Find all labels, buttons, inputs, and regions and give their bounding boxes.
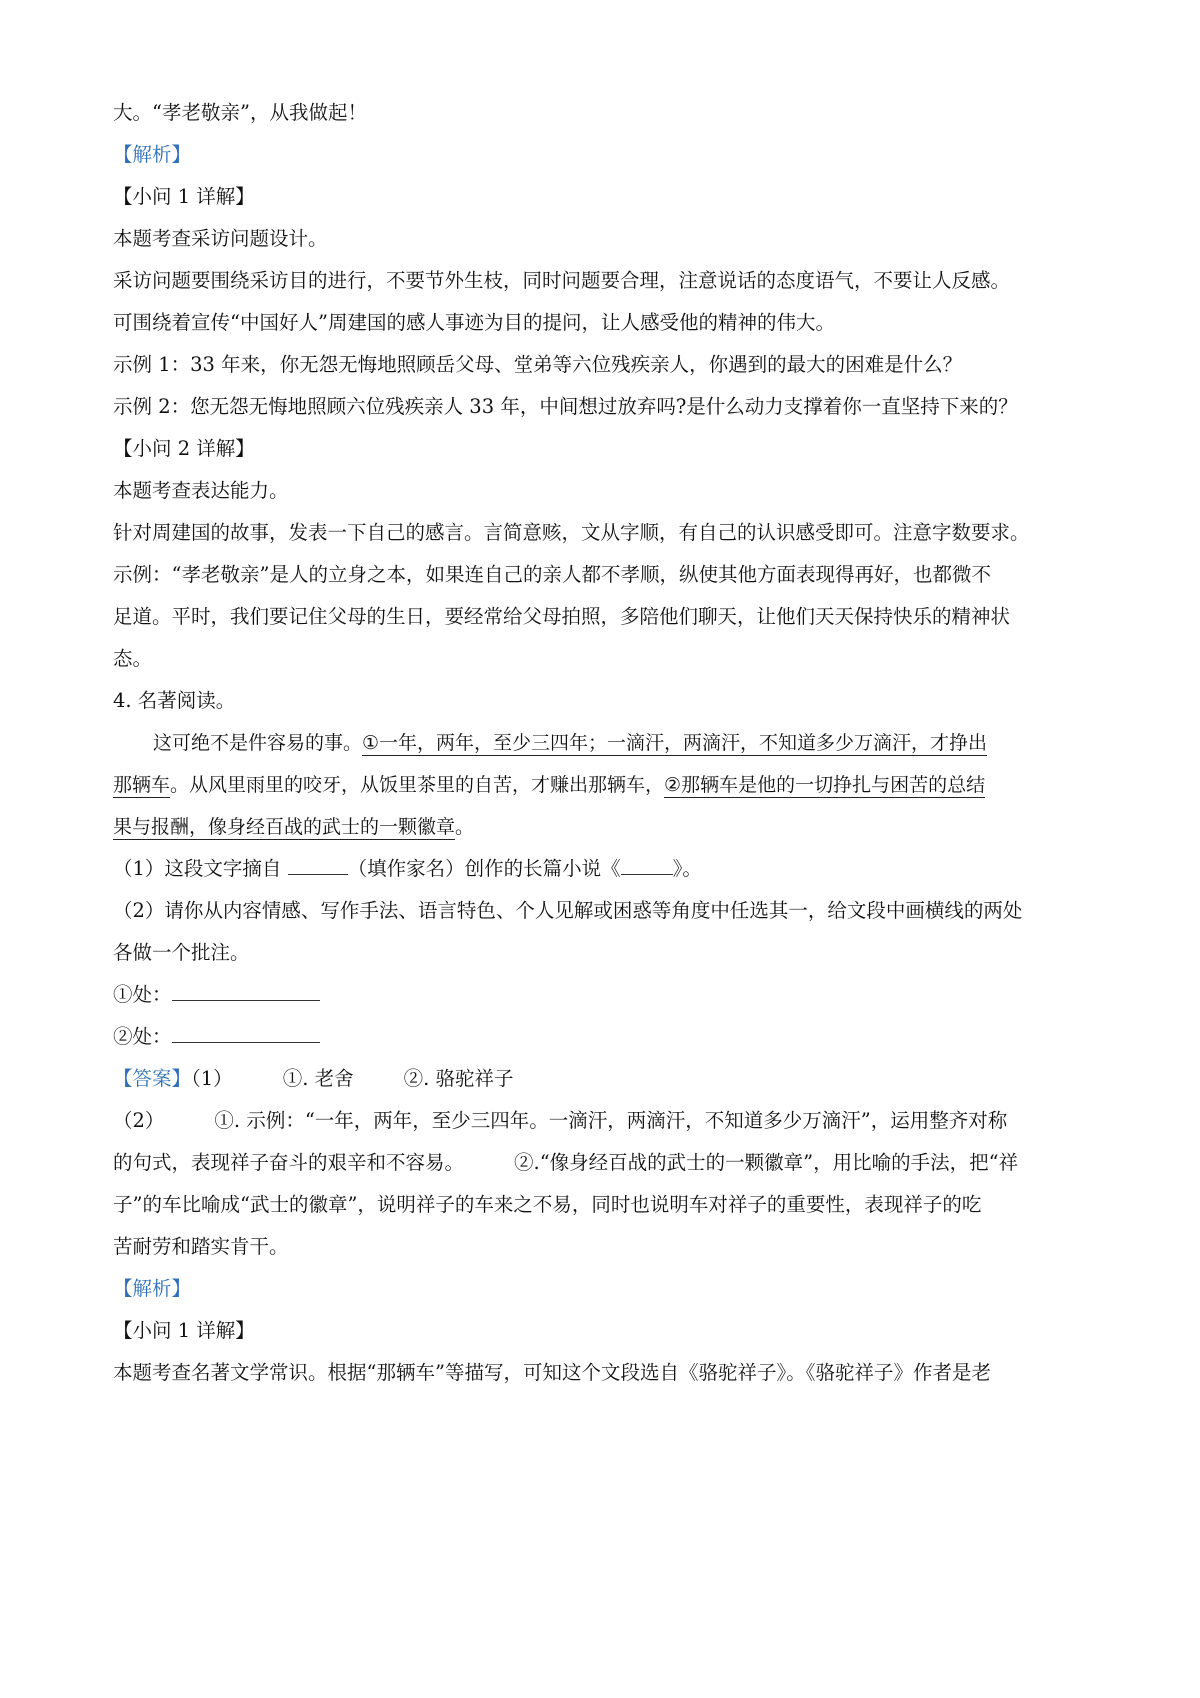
text-line: 本题考查表达能力。: [113, 479, 289, 502]
answer-line: [113, 974, 1097, 1016]
text-line: 示例 1：33 年来，你无怨无悔地照顾岳父母、堂弟等六位残疾亲人，你遇到的最大的困难是什么？: [113, 353, 963, 376]
answer-label: ①处：: [113, 983, 172, 1006]
quote-text: 这可绝不是件容易的事。: [153, 732, 363, 754]
question-line: [113, 848, 1097, 890]
quote-line: [113, 764, 1097, 806]
text-line: 采访问题要围绕采访目的进行，不要节外生枝，同时问题要合理，注意说话的态度语气，不要让人反感。: [113, 269, 1011, 292]
text-line: 示例 2：您无怨无悔地照顾六位残疾亲人 33 年，中间想过放弃吗?是什么动力支撑着你一直坚持下来的？: [113, 395, 1018, 418]
answer-blank-1[interactable]: [172, 978, 320, 1001]
quote-line: [113, 722, 1097, 764]
answer-text: （1）: [191, 1067, 233, 1090]
question-text: （填作家名）创作的长篇小说《: [347, 857, 621, 880]
subquestion-heading: 【小问 2 详解】: [113, 437, 255, 460]
question-text: （1）这段文字摘自: [113, 857, 288, 880]
answer-label: ②处：: [113, 1025, 172, 1048]
analysis-tag: 【解析】: [113, 1277, 192, 1300]
underlined-passage-1: ①一年，两年，至少三四年；一滴汗，两滴汗，不知道多少万滴汗，才挣出: [362, 732, 988, 754]
answer-line: [113, 1142, 1097, 1184]
quote-line: [113, 806, 1097, 848]
analysis-tag: 【解析】: [113, 143, 192, 166]
text-line: 可围绕着宣传“中国好人”周建国的感人事迹为目的提问，让人感受他的精神的伟大。: [113, 311, 835, 334]
underlined-passage-2: 果与报酬，像身经百战的武士的一颗徽章: [113, 816, 456, 838]
text-line: 子”的车比喻成“武士的徽章”，说明祥子的车来之不易，同时也说明车对祥子的重要性，表现祥子的吃: [113, 1193, 982, 1216]
answer-blank-2[interactable]: [172, 1020, 320, 1043]
answer-text: 的句式，表现祥子奋斗的艰辛和不容易。: [113, 1151, 465, 1174]
text-line: 大。“孝老敬亲”，从我做起！: [113, 101, 367, 124]
subquestion-heading: 【小问 1 详解】: [113, 1319, 255, 1342]
text-line: 苦耐劳和踏实肯干。: [113, 1235, 289, 1258]
answer-text: （2）: [113, 1109, 165, 1132]
question-text: 》。: [672, 857, 702, 880]
answer-tag: 【答案】: [113, 1067, 192, 1090]
answer-text: ②. 骆驼祥子: [403, 1067, 514, 1090]
text-line: 针对周建国的故事，发表一下自己的感言。言简意赅，文从字顺，有自己的认识感受即可。注意字数要求。: [113, 521, 1030, 544]
document-page: [113, 92, 1097, 1394]
text-line: 足道。平时，我们要记住父母的生日，要经常给父母拍照，多陪他们聊天，让他们天天保持快乐的精神状: [113, 605, 1011, 628]
answer-text: ①. 示例：“一年，两年，至少三四年。一滴汗，两滴汗，不知道多少万滴汗”，运用整齐对称: [214, 1109, 1008, 1132]
subquestion-heading: 【小问 1 详解】: [113, 185, 255, 208]
underlined-passage-1: 那辆车: [113, 774, 171, 796]
underlined-passage-2: ②那辆车是他的一切挣扎与困苦的总结: [664, 774, 986, 796]
answer-line: [113, 1016, 1097, 1058]
question-heading: 4. 名著阅读。: [113, 689, 236, 712]
answer-line: [113, 1058, 1097, 1100]
quote-text: 。从风里雨里的咬牙，从饭里茶里的自苦，才赚出那辆车，: [170, 774, 665, 796]
text-line: 本题考查采访问题设计。: [113, 227, 328, 250]
text-line: 各做一个批注。: [113, 941, 250, 964]
text-line: 示例：“孝老敬亲”是人的立身之本，如果连自己的亲人都不孝顺，纵使其他方面表现得再好，也都微不: [113, 563, 991, 586]
text-line: 本题考查名著文学常识。根据“那辆车”等描写，可知这个文段选自《骆驼祥子》。《骆驼祥子》作者是老: [113, 1361, 991, 1384]
answer-line: [113, 1100, 1097, 1142]
text-line: （2）请你从内容情感、写作手法、语言特色、个人见解或困惑等角度中任选其一，给文段中画横线的两处: [113, 899, 1023, 922]
text-line: 态。: [113, 647, 153, 670]
answer-blank-author[interactable]: [288, 852, 348, 875]
quote-text: 。: [455, 816, 475, 838]
answer-text: ①. 老舍: [282, 1067, 354, 1090]
answer-blank-title[interactable]: [621, 852, 673, 875]
answer-text: ②.“像身经百战的武士的一颗徽章”，用比喻的手法，把“祥: [514, 1151, 1019, 1174]
